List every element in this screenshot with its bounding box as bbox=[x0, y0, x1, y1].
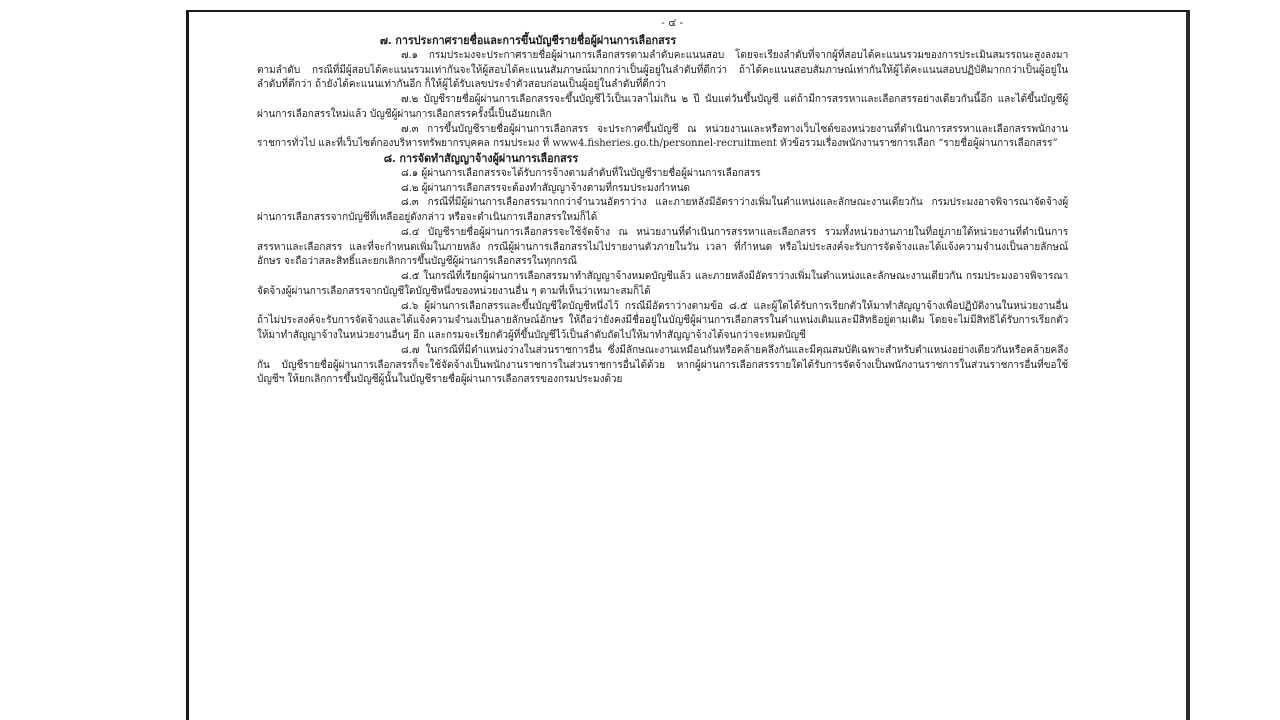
document-page bbox=[186, 10, 1190, 720]
page-number: - ๔ - bbox=[661, 16, 684, 29]
paragraph-8-1: ๘.๑ ผู้ผ่านการเลือกสรรจะได้รับการจ้างตามลำดับที่ในบัญชีรายชื่อผู้ผ่านการเลือกสรร bbox=[401, 166, 761, 179]
paragraph-8-2: ๘.๒ ผู้ผ่านการเลือกสรรจะต้องทำสัญญาจ้างตามที่กรมประมงกำหนด bbox=[401, 181, 691, 194]
paragraph-7-3: ๗.๓ การขึ้นบัญชีรายชื่อผู้ผ่านการเลือกสรร จะประกาศขึ้นบัญชี ณ หน่วยงานและหรือทางเว็บไซต์ของหน่วยงานที่ดำเนินการสรรหาและเลือกสรรพนักงานราชการทั่วไป และที่เว็บไซต์กองบริหารทรัพยากรบุคคล กรมประมง ที่ www4.fisheries.go.th/personnel-recruitment หัวข้อรวมเรื่องพนักงานราชการเลือก “รายชื่อผู้ผ่านการเลือกสรร” bbox=[257, 122, 1069, 150]
paragraph-7-1: ๗.๑ กรมประมงจะประกาศรายชื่อผู้ผ่านการเลือกสรรตามลำดับคะแนนสอบ โดยจะเรียงลำดับที่จากผู้ที่สอบได้คะแนนรวมของการประเมินสมรรถนะสูงลงมาตามลำดับ กรณีที่มีผู้สอบได้คะแนนรวมเท่ากันจะให้ผู้สอบได้คะแนนสัมภาษณ์มากกว่าเป็นผู้อยู่ในลำดับที่ดีกว่า ถ้าได้คะแนนสอบสัมภาษณ์เท่ากันให้ผู้ได้คะแนนสอบปฏิบัติมากกว่าเป็นผู้อยู่ในลำดับที่ดีกว่า ถ้ายังได้คะแนนเท่ากันอีก ก็ให้ผู้ได้รับเลขประจำตัวสอบก่อนเป็นผู้อยู่ในลำดับที่ดีกว่า bbox=[257, 48, 1069, 91]
section-7-heading: ๗. การประกาศรายชื่อและการขึ้นบัญชีรายชื่อผู้ผ่านการเลือกสรร bbox=[379, 33, 677, 47]
section-8-heading: ๘. การจัดทำสัญญาจ้างผู้ผ่านการเลือกสรร bbox=[383, 151, 579, 165]
paragraph-7-2: ๗.๒ บัญชีรายชื่อผู้ผ่านการเลือกสรรจะขึ้นบัญชีไว้เป็นเวลาไม่เกิน ๒ ปี นับแต่วันขึ้นบัญชี แต่ถ้ามีการสรรหาและเลือกสรรอย่างเดียวกันนี้อีก และได้ขึ้นบัญชีผู้ผ่านการเลือกสรรใหม่แล้ว บัญชีผู้ผ่านการเลือกสรรครั้งนี้เป็นอันยกเลิก bbox=[257, 93, 1069, 120]
page-content bbox=[257, 16, 1068, 387]
paragraph-8-4: ๘.๔ บัญชีรายชื่อผู้ผ่านการเลือกสรรจะใช้จัดจ้าง ณ หน่วยงานที่ดำเนินการสรรหาและเลือกสรร รวมทั้งหน่วยงานภายในที่อยู่ภายใต้หน่วยงานที่ดำเนินการสรรหาและเลือกสรร และที่จะกำหนดเพิ่มในภายหลัง กรณีผู้ผ่านการเลือกสรรไม่ไปรายงานตัวภายในวัน เวลา ที่กำหนด หรือไม่ประสงค์จะรับการจัดจ้างและได้แจ้งความจำนงเป็นลายลักษณ์อักษร จะถือว่าสละสิทธิ์และยกเลิกการขึ้นบัญชีผู้ผ่านการเลือกสรรในทุกกรณี bbox=[257, 225, 1069, 268]
paragraph-8-6: ๘.๖ ผู้ผ่านการเลือกสรรและขึ้นบัญชีใดบัญชีหนึ่งไว้ กรณีมีอัตราว่างตามข้อ ๘.๕ และผู้ใดได้รับการเรียกตัวให้มาทำสัญญาจ้างเพื่อปฏิบัติงานในหน่วยงานอื่น ถ้าไม่ประสงค์จะรับการจัดจ้างและได้แจ้งความจำนงเป็นลายลักษณ์อักษร ให้ถือว่ายังคงมีชื่ออยู่ในบัญชีผู้ผ่านการเลือกสรรในตำแหน่งเดิมและมีสิทธิอยู่ตามเดิม โดยจะไม่มีสิทธิได้รับการเรียกตัวให้มาทำสัญญาจ้างในหน่วยงานอื่นๆ อีก และกรมจะเรียกตัวผู้ที่ขึ้นบัญชีไว้เป็นลำดับถัดไปให้มาทำสัญญาจ้างได้จนกว่าจะหมดบัญชี bbox=[257, 299, 1069, 341]
paragraph-8-7: ๘.๗ ในกรณีที่มีตำแหน่งว่างในส่วนราชการอื่น ซึ่งมีลักษณะงานเหมือนกันหรือคล้ายคลึงกันและมีคุณสมบัติเฉพาะสำหรับตำแหน่งอย่างเดียวกันหรือคล้ายคลึงกัน บัญชีรายชื่อผู้ผ่านการเลือกสรรก็จะใช้จัดจ้างเป็นพนักงานราชการในส่วนราชการอื่นได้ด้วย หากผู้ผ่านการเลือกสรรรายใดได้รับการจัดจ้างเป็นพนักงานราชการในส่วนราชการอื่นที่ขอใช้บัญชีฯ ให้ยกเลิกการขึ้นบัญชีผู้นั้นในบัญชีรายชื่อผู้ผ่านการเลือกสรรของกรมประมงด้วย bbox=[257, 343, 1069, 386]
paragraph-8-5: ๘.๕ ในกรณีที่เรียกผู้ผ่านการเลือกสรรมาทำสัญญาจ้างหมดบัญชีแล้ว และภายหลังมีอัตราว่างเพิ่มในตำแหน่งและลักษณะงานเดียวกัน กรมประมงอาจพิจารณาจัดจ้างผู้ผ่านการเลือกสรรจากบัญชีใดบัญชีหนึ่งของหน่วยงานอื่น ๆ ตามที่เห็นว่าเหมาะสมก็ได้ bbox=[257, 270, 1069, 297]
paragraph-8-3: ๘.๓ กรณีที่มีผู้ผ่านการเลือกสรรมากกว่าจำนวนอัตราว่าง และภายหลังมีอัตราว่างเพิ่มในตำแหน่งและลักษณะงานเดียวกัน กรมประมงอาจพิจารณาจัดจ้างผู้ผ่านการเลือกสรรจากบัญชีที่เหลืออยู่ดังกล่าว หรือจะดำเนินการเลือกสรรใหม่ก็ได้ bbox=[257, 196, 1069, 223]
